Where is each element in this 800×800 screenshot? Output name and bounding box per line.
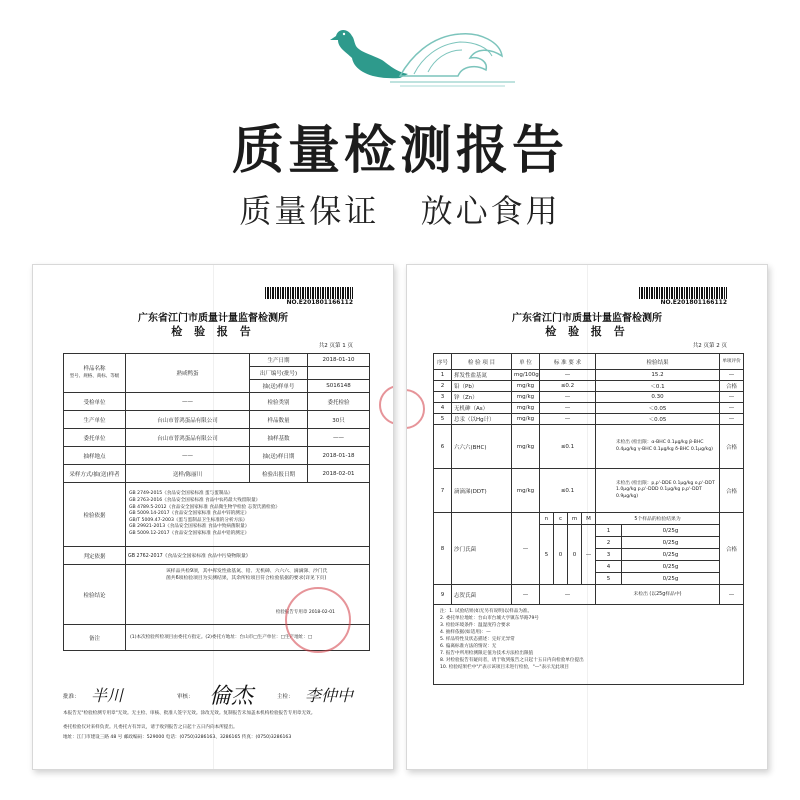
subtitle-safe: 放心食用 <box>420 192 561 230</box>
note-line: 5. 样品特性及状态描述：完好无异常 <box>440 637 515 642</box>
table-cell: 样品名称 型号、规格、商标、等级 <box>64 354 126 393</box>
table-cell: 熟咸鸭蛋 <box>126 354 250 393</box>
results-table: 序号 检 验 项 目 单 位 标 准 要 求 检验结果 单项评价 1 挥发性盐基氮 mg/100g — 15.2 — 2 铅（Pb） mg/kg ≤0.2 ＜0.1 合格 3 锌（Zn） mg/kg — 0.30 — 4 无机砷（As） mg/kg — ＜0.05 — 5 总汞（以Hg计） mg/kg — ＜0.05 — 6 六六六(BHC) mg/kg ≤0.1 未检出 (检出限：α-BHC 0.1μg/kg β-BHC 0.4μg/kg γ-BHC 0.1μg/kg δ-BHC 0.1μg/kg) 合格 7 滴滴涕(DDT) mg/kg ≤0.1 未检出 (检出限：p,p'-DDE 0.1μg/kg o,p'-DDT 1.0μg/kg p,p'-DDD 0.1μg/kg p,p'-DDT 0.9μg/kg) 合格 8 沙门氏菌 — n c m M 5个样品的检验结果为 合格 5 0 0 — 1 0/25g 2 0/25g 3 0/25g 4 0/25g 5 0/25g 9 志贺氏菌 — — 未检出 (以25g样品中) — 注：1. 试验结果(如无另有说明)以样品为准。 2. 委托单位地址：台山市台城大亨镇东华路79号 3. 检验环境条件：温湿度符合要求 4. 抽样依据(如适用)：— 5. 样品特性及状态描述：完好无异常 6. 偏离标准方法的情况：无 7. 报告中所用检测限定值为技术方法检出限值 8. 对检验报告有疑问者，请于收到报告之日起十五日内向检验单位提出 10. 检验结果栏中"/"表示该项目未进行检验，"—"表示无此项目 <box>433 353 744 685</box>
duck-wave-icon <box>330 18 520 88</box>
report-page-1 <box>32 264 394 770</box>
header-cell: 单项评价 <box>720 354 744 370</box>
table-row: 1 挥发性盐基氮 mg/100g — 15.2 — <box>434 370 744 381</box>
conclusion-text: 该样品共检9项，其中挥发性盐基氮、铅、无机砷、六六六、滴滴涕、沙门氏菌共6项检验项目为实测结果，其余所检项目符合检验依据的要求(详见下页) 检验报告专用章 2018-02-01 <box>126 565 370 625</box>
brand-logo <box>330 18 520 88</box>
table-row: 5 总汞（以Hg计） mg/kg — ＜0.05 — <box>434 414 744 425</box>
note-line: 注：1. 试验结果(如无另有说明)以样品为准。 <box>440 609 533 614</box>
table-row: 2 铅（Pb） mg/kg ≤0.2 ＜0.1 合格 <box>434 381 744 392</box>
footer-note-2: 委托检验仅对来样负责。凡委托方有异议，请于收到报告之日起十五日内向本所提出。 <box>63 725 238 730</box>
table-cell: 台山市普鸿蛋品有限公司 <box>126 429 250 447</box>
note-line: 8. 对检验报告有疑问者，请于收到报告之日起十五日内向检验单位提出 <box>440 658 584 663</box>
note-line: 4. 抽样依据(如适用)：— <box>440 630 491 635</box>
table-cell: 30只 <box>308 411 370 429</box>
signature-maker: 李仲中 <box>305 686 354 705</box>
table-cell: 生产日期 <box>250 354 308 367</box>
table-cell: 2018-01-10 <box>308 354 370 367</box>
note-line: 6. 偏离标准方法的情况：无 <box>440 644 497 649</box>
table-cell: 抽(送)样单号 <box>250 380 308 393</box>
header-cell: 序号 <box>434 354 452 370</box>
table-cell: 2018-01-18 <box>308 447 370 465</box>
table-cell: (1)本次检验所检项目由委托方指定。(2)委托方地址：台山市□生产单位：□生产地址：□ <box>126 625 370 651</box>
table-cell: 抽样地点 <box>64 447 126 465</box>
table-row: 8 沙门氏菌 — n c m M 5个样品的检验结果为 合格 <box>434 513 744 525</box>
page-info: 共2 页第 1 页 <box>318 343 353 349</box>
table-row: 9 志贺氏菌 — — 未检出 (以25g样品中) — <box>434 585 744 605</box>
note-line: 7. 报告中所用检测限定值为技术方法检出限值 <box>440 651 534 656</box>
notes-cell <box>434 605 744 685</box>
header-cell: 单 位 <box>512 354 540 370</box>
edge-stamp <box>379 385 394 425</box>
report-page-2 <box>406 264 768 770</box>
page-info: 共2 页第 2 页 <box>692 343 727 349</box>
table-cell: 送样/陈丽川 <box>126 465 250 483</box>
note-line: 2. 委托单位地址：台山市台城大亨镇东华路79号 <box>440 616 539 621</box>
barcode-icon <box>639 287 727 299</box>
approver-label: 批准： <box>63 694 80 700</box>
table-cell: 检验依据 <box>64 483 126 547</box>
table-cell: 台山市普鸿蛋品有限公司 <box>126 411 250 429</box>
maker-label: 主检： <box>277 694 294 700</box>
page-subtitle <box>0 186 800 232</box>
table-cell: 抽(送)样日期 <box>250 447 308 465</box>
signature-checker: 倫杰 <box>209 684 254 709</box>
header-cell: 标 准 要 求 <box>540 354 596 370</box>
edge-stamp <box>406 389 425 429</box>
table-cell: 抽样基数 <box>250 429 308 447</box>
table-cell: 5个样品的检验结果为 <box>596 513 720 525</box>
note-line: 10. 检验结果栏中"/"表示该项目未进行检验，"—"表示无此项目 <box>440 665 570 670</box>
signature-approver: 半川 <box>91 686 124 705</box>
table-row: 3 锌（Zn） mg/kg — 0.30 — <box>434 392 744 403</box>
table-cell: —— <box>308 429 370 447</box>
table-cell: 样品数量 <box>250 411 308 429</box>
report-title: 检 验 报 告 <box>545 325 629 338</box>
basis-list: GB 2749-2015《食品安全国家标准 蛋与蛋制品》 GB 2763-2016《食品安全国家标准 食品中农药最大残留限量》 GB 4789.5-2012《食品安全国家标准 食品微生物学检验 志贺氏菌检验》 GB 5009.14-2017《食品安全国家标准 食品中锌的测定》 GB/T 5009.47-2003《蛋与蛋制品卫生标准的分析方法》 GB 29921-2013《食品安全国家标准 食品中致病菌限量》 GB 5009.12-2017《食品安全国家标准 食品中铅的测定》 <box>126 483 370 547</box>
table-cell: 委托单位 <box>64 429 126 447</box>
header-cell: 检验结果 <box>596 354 720 370</box>
table-cell: 备注 <box>64 625 126 651</box>
table-cell: —— <box>126 447 250 465</box>
report-number: NO.E201801166112 <box>286 299 353 306</box>
header-cell: 检 验 项 目 <box>452 354 512 370</box>
barcode-icon <box>265 287 353 299</box>
table-cell: 2018-02-01 <box>308 465 370 483</box>
table-cell: 出厂编号(批号) <box>250 367 308 380</box>
subtitle-quality: 质量保证 <box>239 192 380 230</box>
table-cell: 受检单位 <box>64 393 126 411</box>
table-cell: GB 2762-2017《食品安全国家标准 食品中污染物限量》 <box>126 547 370 565</box>
table-row: 4 无机砷（As） mg/kg — ＜0.05 — <box>434 403 744 414</box>
table-cell: 判定依据 <box>64 547 126 565</box>
checker-label: 审核： <box>177 694 194 700</box>
table-cell: 检验结论 <box>64 565 126 625</box>
table-cell: 生产单位 <box>64 411 126 429</box>
table-cell <box>308 367 370 380</box>
table-cell: 采样方式/抽(送)样者 <box>64 465 126 483</box>
table-cell: 委托检验 <box>308 393 370 411</box>
table-row: 6 六六六(BHC) mg/kg ≤0.1 未检出 (检出限：α-BHC 0.1μg/kg β-BHC 0.4μg/kg γ-BHC 0.1μg/kg δ-BHC 0.1μg/kg) 合格 <box>434 425 744 469</box>
report-number: NO.E201801166112 <box>660 299 727 306</box>
lab-name: 广东省江门市质量计量监督检测所 <box>138 313 288 324</box>
lab-name: 广东省江门市质量计量监督检测所 <box>512 313 662 324</box>
note-line: 3. 检验环境条件：温湿度符合要求 <box>440 623 511 628</box>
table-cell: S016148 <box>308 380 370 393</box>
footer-note-3: 地址：江门市建设三路 48 号 邮政编码：529000 电话：(0750)3286163、3286165 传真：(0750)3286163 <box>63 735 292 740</box>
table-cell: 检验出报日期 <box>250 465 308 483</box>
report-title: 检 验 报 告 <box>171 325 255 338</box>
page-title: 质量检测报告 <box>231 121 568 181</box>
footer-note-1: 本报告无"检验检测专用章"无效。无主检、审核、批准人签字无效。涂改无效。复制报告未加盖本机构检验报告专用章无效。 <box>63 711 316 716</box>
table-row: 7 滴滴涕(DDT) mg/kg ≤0.1 未检出 (检出限：p,p'-DDE 0.1μg/kg o,p'-DDT 1.0μg/kg p,p'-DDD 0.1μg/kg p,p'-DDT 0.9μg/kg) 合格 <box>434 469 744 513</box>
table-cell: —— <box>126 393 250 411</box>
official-stamp <box>285 587 351 653</box>
table-cell: 检验类别 <box>250 393 308 411</box>
